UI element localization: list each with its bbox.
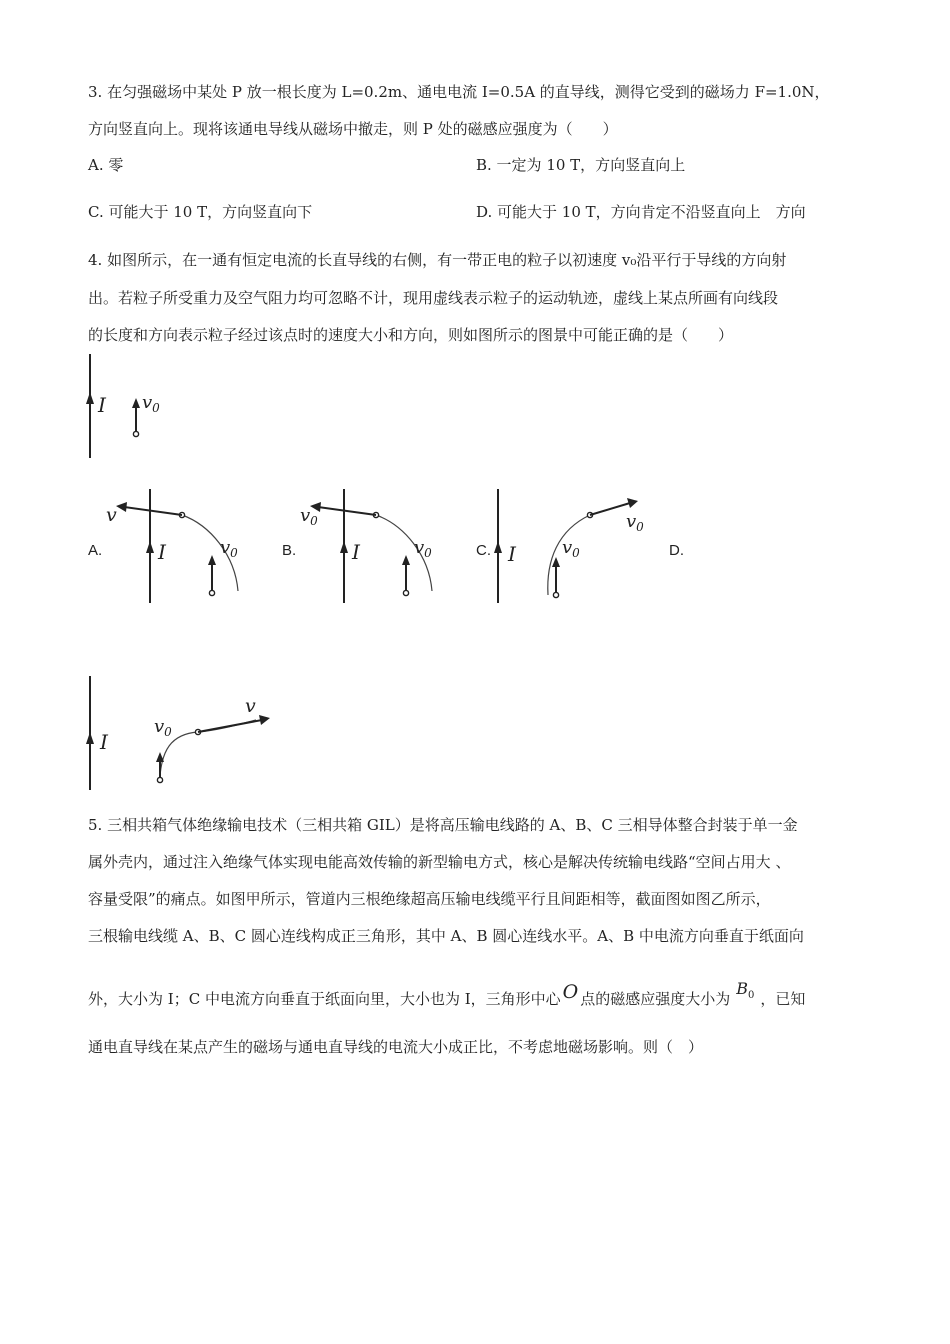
q4-line-2: 出。若粒子所受重力及空气阻力均可忽略不计，现用虚线表示粒子的运动轨迹，虚线上某点所画有向线段 [88,289,779,307]
velocity-arrow-icon [310,502,321,512]
v0-label: $v_0$ [154,716,172,739]
v0-label-top: $v_0$ [300,505,318,528]
q5-line-4: 三根输电线缆 A、B、C 圆心连线构成正三角形，其中 A、B 圆心连线水平。A、B 中电流方向垂直于纸面向 [88,927,804,945]
v-label: v [245,695,256,717]
v0-label: $v_0$ [142,392,160,415]
particle-dot [553,592,558,597]
velocity-vector [318,507,376,515]
current-label: I [508,542,516,566]
q3-option-d: D. 可能大于 10 T，方向肯定不沿竖直向上 方向 [476,203,806,221]
q4-option-c-label: C. [476,542,491,559]
q5-line-5-end: ，已知 [760,990,806,1008]
v0-label: $v_0$ [220,537,238,560]
particle-dot [133,431,138,436]
q4-option-d-label: D. [669,542,684,559]
v0-label: $v_0$ [414,537,432,560]
v0-label-top: $v_0$ [626,511,644,534]
q5-point-o: O [562,981,579,1003]
particle-dot [157,777,162,782]
current-arrow-icon [86,732,94,744]
particle-dot [209,590,214,595]
q4-option-c-figure [488,485,658,610]
q4-option-d-figure [80,672,290,797]
velocity-arrow-icon [259,715,270,725]
q4-option-b-label: B. [282,542,297,559]
velocity-vector [590,503,630,515]
q3-option-a: A. 零 [88,156,124,174]
q3-option-b: B. 一定为 10 T，方向竖直向上 [476,156,686,174]
q5-line-1: 5. 三相共箱气体绝缘输电技术（三相共箱 GIL）是将高压输电线路的 A、B、C 三相导体整合封装于单一金 [88,816,798,834]
q4-option-a-label: A. [88,542,103,559]
velocity-vector [124,507,182,515]
current-arrow-icon [340,541,348,553]
q3-line-1: 3. 在匀强磁场中某处 P 放一根长度为 L=0.2m、通电电流 I=0.5A 的直导线，测得它受到的磁场力 F=1.0N， [88,83,830,101]
q5-line-5-mid: 点的磁感应强度大小为 [580,990,731,1008]
q4-line-3: 的长度和方向表示粒子经过该点时的速度大小和方向，则如图所示的图景中可能正确的是（ ） [88,326,734,344]
q5-line-5-text: 外，大小为 I；C 中电流方向垂直于纸面向里，大小也为 I，三角形中心 [88,990,561,1008]
current-label: I [98,393,106,417]
velocity-arrow-icon [627,498,638,508]
current-arrow-icon [86,392,94,404]
initial-velocity-arrow-icon [402,555,410,565]
q3-line-2: 方向竖直向上。现将该通电导线从磁场中撤走，则 P 处的磁感应强度为（ ） [88,120,618,138]
trajectory-path [160,720,256,776]
velocity-vector [198,720,262,732]
q5-line-6: 通电直导线在某点产生的磁场与通电直导线的电流大小成正比，不考虑地磁场影响。则（ ） [88,1038,704,1056]
current-label: I [352,540,360,564]
current-label: I [158,540,166,564]
q3-option-c: C. 可能大于 10 T，方向竖直向下 [88,203,313,221]
current-arrow-icon [494,541,502,553]
current-arrow-icon [146,541,154,553]
q4-option-b-figure [294,485,454,610]
v0-label: $v_0$ [562,537,580,560]
particle-dot [403,590,408,595]
initial-velocity-arrow-icon [552,557,560,567]
v-label: v [106,504,117,526]
q4-line-1: 4. 如图所示，在一通有恒定电流的长直导线的右侧，有一带正电的粒子以初速度 v₀沿平行于导线的方向射 [88,251,787,269]
q5-b0-symbol: $B_0$ [736,979,755,1001]
initial-velocity-arrow-icon [156,752,164,762]
velocity-arrow-icon [132,398,140,408]
current-label: I [100,730,108,754]
q5-line-5 [88,979,806,1012]
q5-line-3: 容量受限”的痛点。如图甲所示，管道内三根绝缘超高压输电线缆平行且间距相等，截面图如图乙所示， [88,890,771,908]
initial-velocity-arrow-icon [208,555,216,565]
q5-line-2: 属外壳内，通过注入绝缘气体实现电能高效传输的新型输电方式，核心是解决传统输电线路“空间占用大 、 [88,853,791,871]
q4-main-figure [80,352,180,462]
velocity-arrow-icon [116,502,127,512]
q4-option-a-figure [100,485,260,610]
